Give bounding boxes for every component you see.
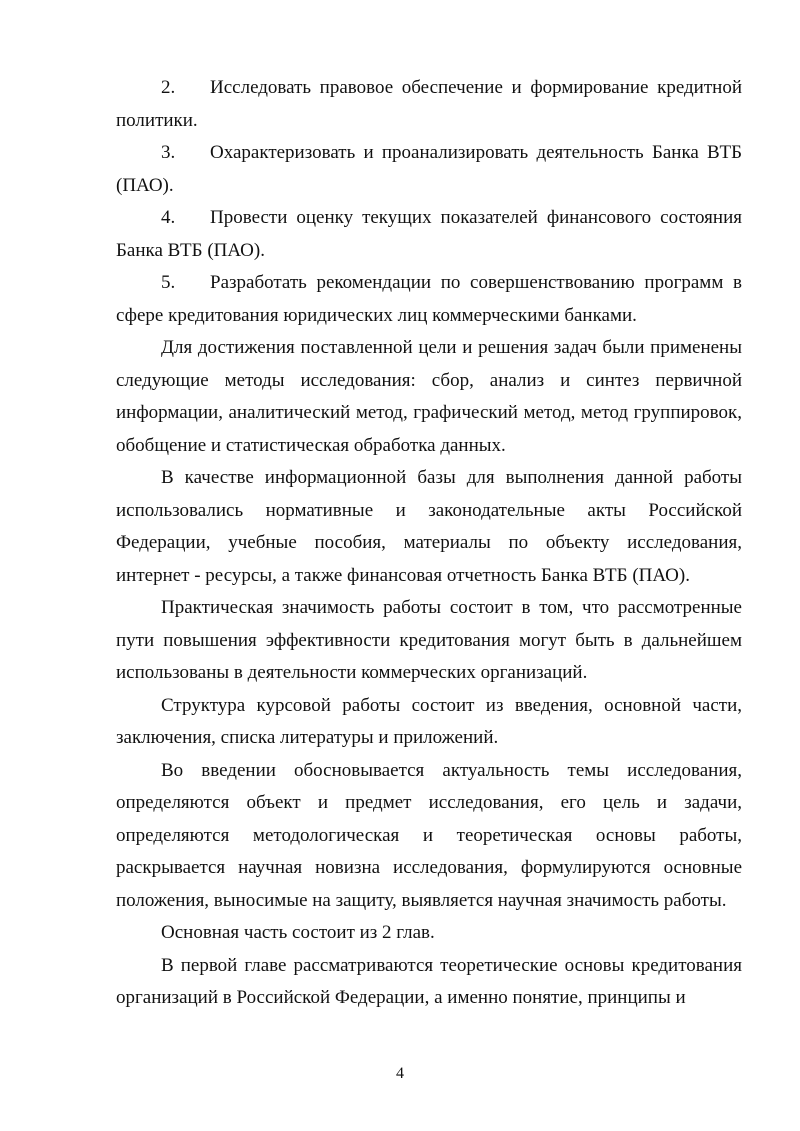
paragraph-first-chapter: В первой главе рассматриваются теоретические основы кредитования организаций в Российской Федерации, а именно понятие, принципы и bbox=[116, 954, 742, 1008]
list-item-3 bbox=[116, 137, 742, 202]
paragraph-information-base: В качестве информационной базы для выполнения данной работы использовались нормативные и законодательные акты Российской Федерации, учебные пособия, материалы по объекту исследования, интернет - ресурсы, а также финансовая отчетность Банка ВТБ (ПАО). bbox=[116, 467, 742, 586]
list-item-number: 5. bbox=[161, 272, 176, 293]
paragraph-methods: Для достижения поставленной цели и решения задач были применены следующие методы исследования: сбор, анализ и синтез первичной информации, аналитический метод, графический метод, метод группировок, обобщение и статистическая обработка данных. bbox=[116, 337, 742, 456]
list-item-number: 2. bbox=[161, 77, 176, 98]
paragraph-introduction: Во введении обосновывается актуальность темы исследования, определяются объект и предмет исследования, его цель и задачи, определяются методологическая и теоретическая основы работы, раскрывается научная новизна исследования, формулируются основные положения, выносимые на защиту, выявляется научная значимость работы. bbox=[116, 759, 742, 911]
paragraph-main-part: Основная часть состоит из 2 глав. bbox=[161, 922, 435, 943]
list-item-4 bbox=[116, 202, 742, 267]
list-item-text: Разработать рекомендации по совершенствованию программ в сфере кредитования юридических лиц коммерческими банками. bbox=[116, 272, 742, 326]
list-item-number: 4. bbox=[161, 207, 176, 228]
list-item-2 bbox=[116, 72, 742, 137]
page-number: 4 bbox=[396, 1065, 404, 1082]
list-item-5 bbox=[116, 267, 742, 332]
page-body bbox=[116, 72, 742, 1015]
list-item-text: Провести оценку текущих показателей финансового состояния Банка ВТБ (ПАО). bbox=[116, 207, 742, 261]
list-item-text: Исследовать правовое обеспечение и формирование кредитной политики. bbox=[116, 77, 742, 131]
list-item-text: Охарактеризовать и проанализировать деятельность Банка ВТБ (ПАО). bbox=[116, 142, 742, 196]
list-item-number: 3. bbox=[161, 142, 176, 163]
paragraph-structure: Структура курсовой работы состоит из введения, основной части, заключения, списка литературы и приложений. bbox=[116, 694, 742, 748]
paragraph-practical-significance: Практическая значимость работы состоит в том, что рассмотренные пути повышения эффективности кредитования могут быть в дальнейшем использованы в деятельности коммерческих организаций. bbox=[116, 597, 742, 683]
